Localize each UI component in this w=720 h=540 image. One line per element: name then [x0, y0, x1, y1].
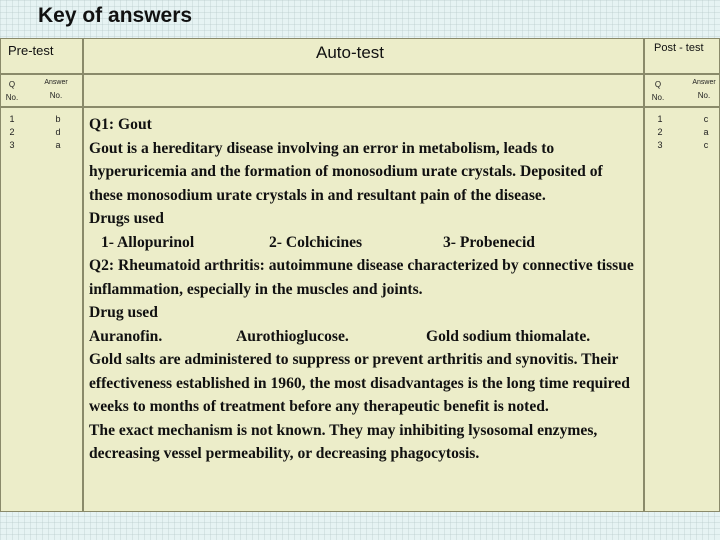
- table-cell: 1: [9, 114, 15, 124]
- pretest-question-list: [4, 113, 20, 152]
- autotest-label-box: [83, 74, 644, 107]
- list-item: 3- Probenecid: [443, 233, 535, 251]
- mechanism-text: The exact mechanism is not known. They may inhibiting lysosomal enzymes, decreasing vessel permeability, or decreasing phagocytosis.: [89, 421, 598, 462]
- list-item: 1- Allopurinol: [101, 233, 195, 251]
- posttest-question-list: [652, 113, 668, 152]
- q2-text: Q2: Rheumatoid arthritis: autoimmune disease characterized by connective tissue inflammation, especially in the muscles and joints.: [89, 257, 634, 298]
- table-cell: b: [55, 114, 61, 124]
- table-cell: c: [703, 114, 709, 124]
- posttest-answer-label: Answer No.: [692, 79, 716, 100]
- list-item: Aurothioglucose.: [236, 327, 349, 345]
- autotest-header: Auto-test: [316, 43, 385, 62]
- page-title: Key of answers: [38, 4, 193, 27]
- table-cell: 2: [657, 127, 663, 137]
- posttest-answer-list: [698, 113, 714, 152]
- list-item: Gold sodium thiomalate.: [426, 327, 591, 345]
- q1-heading: Q1: Gout: [89, 116, 152, 133]
- table-cell: a: [703, 127, 709, 137]
- pretest-answer-label: Answer No.: [44, 79, 68, 100]
- posttest-q-label: Q No.: [651, 80, 665, 102]
- q1-description: Gout is a hereditary disease involving an error in metabolism, leads to hyperuricemia and the formation of monosodium urate crystals. Deposited of these monosodium urate crystals in and resultant pain of the disease.: [89, 139, 603, 204]
- pretest-answer-list: [50, 113, 66, 152]
- table-cell: 2: [9, 127, 15, 137]
- drug-used-heading: Drug used: [89, 304, 158, 321]
- list-item: Auranofin.: [89, 327, 163, 345]
- pretest-q-label: Q No.: [5, 80, 19, 102]
- table-cell: 3: [657, 140, 663, 150]
- pretest-header: Pre-test: [8, 43, 54, 58]
- posttest-body: [644, 107, 720, 512]
- drugs-used-heading: Drugs used: [89, 210, 164, 227]
- table-cell: 3: [9, 140, 15, 150]
- table-cell: a: [55, 140, 61, 150]
- posttest-header: Post - test: [654, 42, 704, 54]
- gold-salts-text: Gold salts are administered to suppress or prevent arthritis and synovitis. Their effectiveness established in 1960, the most disadvantages is the long time required weeks to months of treatment before any therapeutic benefit is noted.: [89, 351, 630, 415]
- q1-drug-list: [89, 231, 637, 255]
- q2-drug-list: [89, 325, 637, 349]
- autotest-content: [89, 113, 637, 466]
- pretest-body: [0, 107, 83, 512]
- table-cell: 1: [657, 114, 663, 124]
- table-cell: d: [55, 127, 61, 137]
- table-cell: c: [703, 140, 709, 150]
- list-item: 2- Colchicines: [269, 233, 363, 251]
